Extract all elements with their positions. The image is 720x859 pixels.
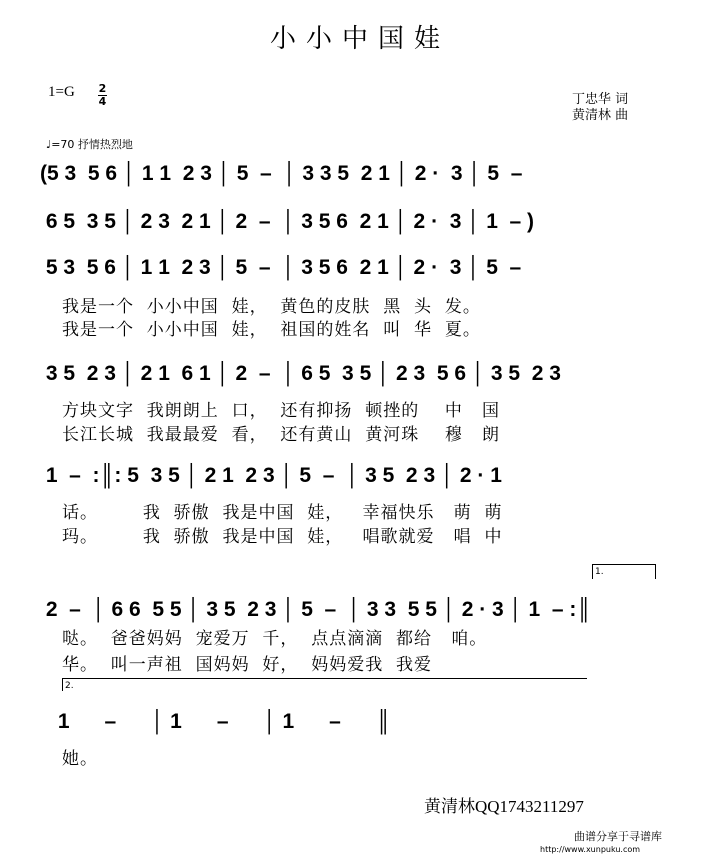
lyric-row-5-verse-1: 话。 我 骄傲 我是中国 娃， 幸福快乐 萌 萌 [62, 503, 503, 523]
notation-row-4: 3 5 2 3 │ 2 1 6 1 │ 2 – │ 6 5 3 5 │ 2 3 5 6 │ 3 5 2 3 [40, 362, 561, 385]
footer-url: http://www.xunpuku.com [540, 845, 641, 854]
second-ending-label: 2. [65, 681, 74, 691]
lyric-row-7-verse-1: 她。 [62, 749, 98, 769]
lyric-row-4-verse-2: 长江长城 我最最爱 看， 还有黄山 黄河珠 穆 朗 [62, 425, 501, 445]
lyric-row-3-verse-2: 我是一个 小小中国 娃， 祖国的姓名 叫 华 夏。 [62, 320, 481, 340]
composer-credit: 黄清林 曲 [572, 108, 629, 123]
key-signature: 1=G [48, 84, 75, 100]
time-sig-denominator: 4 [98, 95, 107, 108]
tempo-marking: ♩=70 抒情热烈地 [46, 138, 133, 151]
song-title: 小小中国娃 [269, 24, 450, 54]
footer-share-text: 曲谱分享于寻谱库 [574, 830, 662, 843]
lyric-row-6-verse-2: 华。 叫一声祖 国妈妈 好， 妈妈爱我 我爱 [62, 655, 433, 675]
notation-row-3: 5 3 5 6 │ 1 1 2 3 │ 5 – │ 3 5 6 2 1 │ 2 · 3 │ 5 – [40, 256, 522, 279]
time-sig-numerator: 2 [98, 82, 107, 95]
arranger-signature: 黄清林QQ1743211297 [424, 797, 584, 816]
lyric-row-5-verse-2: 玛。 我 骄傲 我是中国 娃， 唱歌就爱 唱 中 [62, 527, 503, 547]
lyric-row-4-verse-1: 方块文字 我朗朗上 口， 还有抑扬 顿挫的 中 国 [62, 401, 501, 421]
first-ending-bracket [592, 564, 656, 579]
notation-row-2: 6 5 3 5 │ 2 3 2 1 │ 2 – │ 3 5 6 2 1 │ 2 · 3 │ 1 – ) [40, 210, 535, 233]
lyric-row-6-verse-1: 哒。 爸爸妈妈 宠爱万 千， 点点滴滴 都给 咱。 [62, 629, 488, 649]
notation-row-5: 1 – :║: 5 3 5 │ 2 1 2 3 │ 5 – │ 3 5 2 3 │ 2 · 1 [40, 464, 502, 487]
lyricist-credit: 丁忠华 词 [572, 92, 629, 107]
first-ending-label: 1. [595, 567, 604, 577]
time-signature [98, 84, 107, 107]
lyric-row-3-verse-1: 我是一个 小小中国 娃， 黄色的皮肤 黑 头 发。 [62, 297, 481, 317]
notation-row-1: (5 3 5 6 │ 1 1 2 3 │ 5 – │ 3 3 5 2 1 │ 2 · 3 │ 5 – [40, 162, 523, 185]
second-ending-bracket [62, 678, 587, 691]
notation-row-7: 1 – │ 1 – │ 1 – ║ [52, 710, 391, 733]
notation-row-6: 2 – │ 6 6 5 5 │ 3 5 2 3 │ 5 – │ 3 3 5 5 │ 2 · 3 │ 1 – :║ [40, 598, 592, 621]
